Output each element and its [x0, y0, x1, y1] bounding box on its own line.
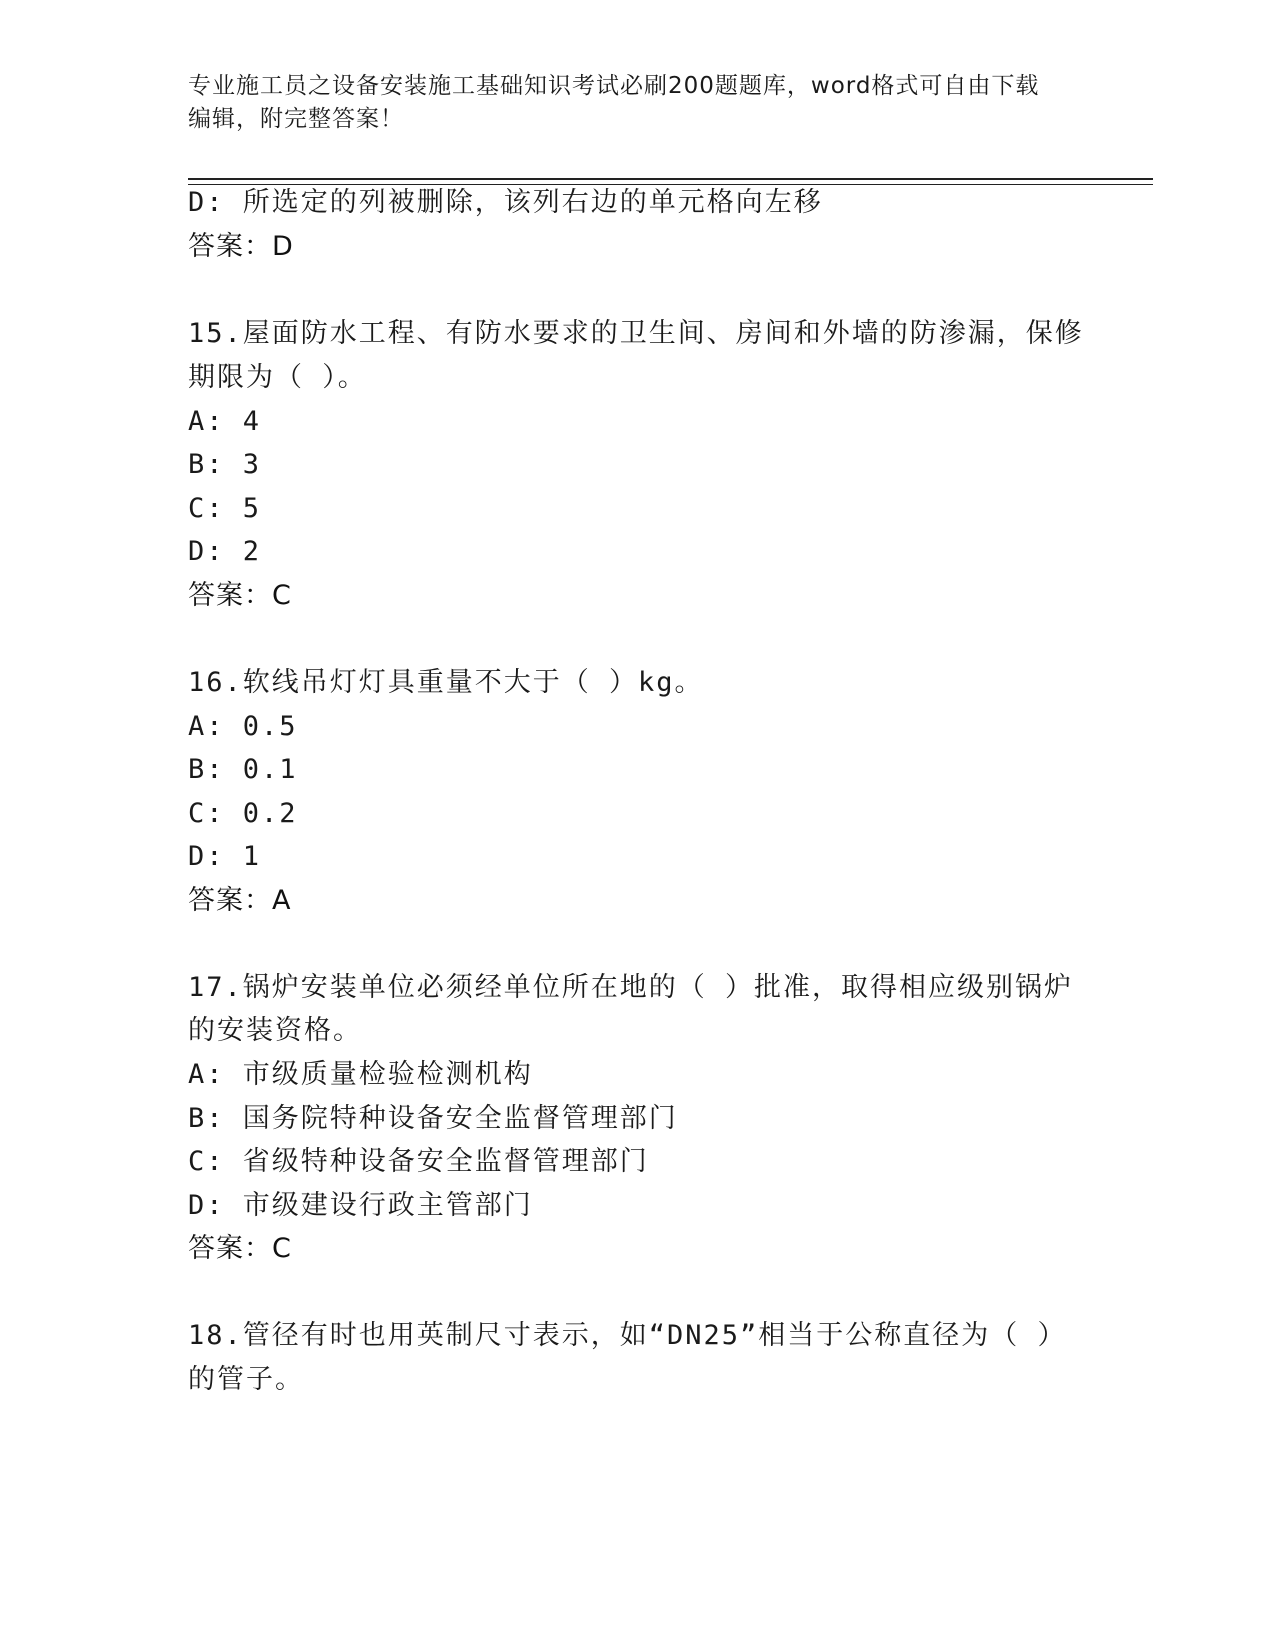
document-header [188, 70, 1088, 136]
q14-answer: 答案：D [188, 231, 294, 262]
q15-option-d: D: 2 [188, 536, 262, 567]
q17-stem-line-2: 的安装资格。 [188, 1015, 362, 1046]
q15-option-c: C: 5 [188, 493, 262, 524]
q17-option-a: A: 市级质量检验检测机构 [188, 1059, 533, 1090]
q16-stem-line-1: 16.软线吊灯灯具重量不大于（ ）kg。 [188, 667, 704, 698]
q16-answer: 答案：A [188, 885, 292, 916]
q16-option-d: D: 1 [188, 841, 262, 872]
q15-option-a: A: 4 [188, 406, 262, 437]
q17-option-d: D: 市级建设行政主管部门 [188, 1190, 533, 1221]
q17-option-c: C: 省级特种设备安全监督管理部门 [188, 1146, 649, 1177]
q18-stem-line-2: 的管子。 [188, 1364, 304, 1395]
q15-option-b: B: 3 [188, 449, 262, 480]
q18-stem-line-1: 18.管径有时也用英制尺寸表示，如“DN25”相当于公称直径为（ ） [188, 1320, 1067, 1351]
q16-option-c: C: 0.2 [188, 798, 298, 829]
header-title-line-1: 专业施工员之设备安装施工基础知识考试必刷200题题库，word格式可自由下载 [188, 73, 1040, 99]
q17-option-b: B: 国务院特种设备安全监督管理部门 [188, 1103, 678, 1134]
header-title-line-2: 编辑，附完整答案！ [188, 106, 404, 132]
q16-option-b: B: 0.1 [188, 754, 298, 785]
q15-answer: 答案：C [188, 580, 292, 611]
q15-stem-line-1: 15.屋面防水工程、有防水要求的卫生间、房间和外墙的防渗漏，保修 [188, 318, 1084, 349]
q16-option-a: A: 0.5 [188, 711, 298, 742]
q14-option-d: D: 所选定的列被删除，该列右边的单元格向左移 [188, 187, 823, 218]
q17-stem-line-1: 17.锅炉安装单位必须经单位所在地的（ ）批准，取得相应级别锅炉 [188, 972, 1074, 1003]
q15-stem-line-2: 期限为（ ）。 [188, 362, 367, 393]
q17-answer: 答案：C [188, 1233, 292, 1264]
